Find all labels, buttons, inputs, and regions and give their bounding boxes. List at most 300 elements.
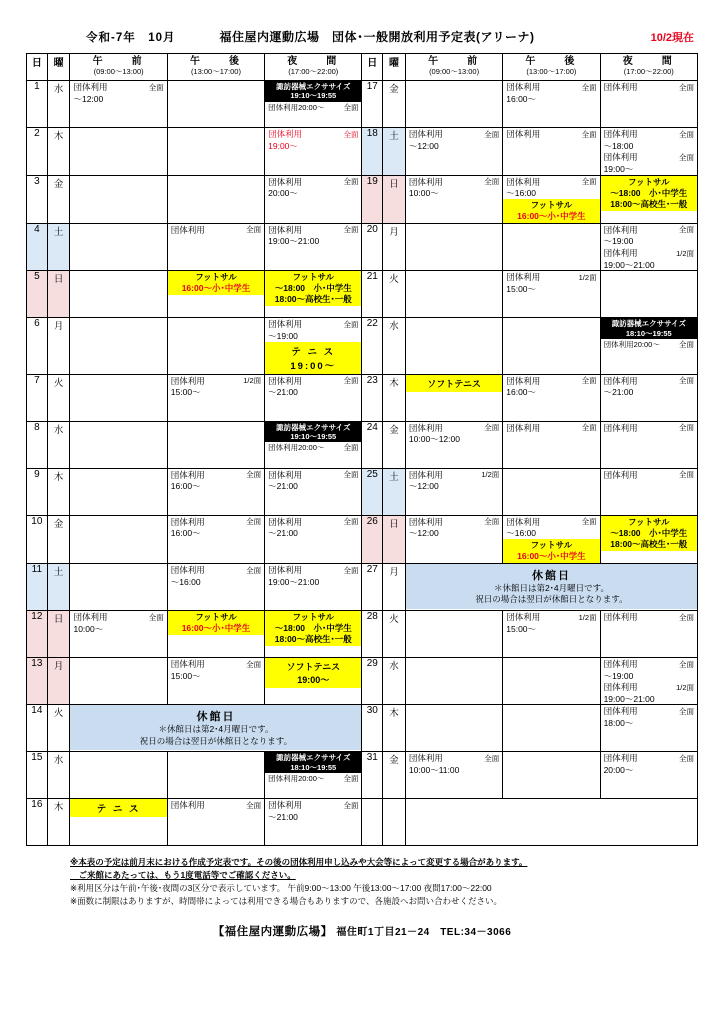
- weekday: 木: [47, 468, 70, 515]
- slot-morning: [405, 468, 502, 515]
- slot-empty: [70, 128, 166, 174]
- slot-content: [168, 516, 264, 562]
- slot-content: [601, 422, 697, 468]
- event-group-use: 団体利用 全面: [170, 564, 262, 575]
- event-group-use: 19:00～21:00: [268, 576, 320, 587]
- slot-morning: [70, 657, 167, 705]
- day-number: 21: [362, 271, 383, 318]
- event-group-use: 団体利用 全面: [408, 516, 500, 527]
- event-group-use: ～21:00: [268, 812, 298, 823]
- slot-empty: [406, 81, 502, 127]
- slot-afternoon: [167, 468, 264, 515]
- slot-content: [168, 611, 264, 657]
- slot-morning: [70, 271, 167, 318]
- slot-content: [265, 752, 361, 798]
- slot-morning: [70, 128, 167, 176]
- slot-night: [265, 175, 362, 223]
- slot-afternoon: [167, 128, 264, 176]
- weekday: 月: [383, 223, 406, 271]
- weekday: 日: [47, 271, 70, 318]
- slot-afternoon: [503, 81, 600, 128]
- slot-morning: [405, 81, 502, 128]
- slot-content: [265, 318, 361, 373]
- slot-afternoon: [167, 563, 264, 610]
- event-group-use: 団体利用 全面: [603, 129, 694, 139]
- slot-morning: [70, 81, 167, 128]
- weekday: 金: [383, 752, 406, 799]
- slot-night: [600, 515, 697, 563]
- event-group-use: 団体利用 全面: [268, 176, 359, 187]
- col-afternoon-left: 午 後 (13:00～17:00): [167, 54, 264, 81]
- event-tennis: テ ニ ス 19:00～: [265, 342, 361, 374]
- table-row: [27, 799, 698, 846]
- event-group-use: 団体利用 全面: [170, 800, 262, 811]
- event-futsal: フットサル ～18:00 小･中学生 18:00～高校生･一般: [601, 176, 697, 211]
- table-row: [27, 128, 698, 176]
- slot-empty: [503, 752, 599, 798]
- event-group-use: 団体利用 全面: [603, 422, 694, 433]
- weekday: 土: [47, 563, 70, 610]
- event-group-use: 団体利用 全面: [73, 611, 164, 622]
- col-day-left: 日: [27, 54, 48, 81]
- event-group-use: 10:00～: [73, 623, 104, 634]
- note-line-4: ※面数に制限はありますが、時間帯によっては利用できる場合もありますので、各施設へお問い合わせください。: [70, 895, 502, 906]
- slot-content: [406, 422, 502, 468]
- slot-morning: [405, 374, 502, 421]
- slot-afternoon: [167, 657, 264, 705]
- slot-night: [600, 223, 697, 271]
- slot-empty: [168, 752, 264, 798]
- event-group-use: 団体利用20:00～ 全面: [268, 102, 359, 112]
- slot-afternoon: [167, 175, 264, 223]
- day-number: 24: [362, 421, 383, 468]
- slot-morning: [405, 223, 502, 271]
- slot-empty: [503, 318, 599, 364]
- day-number: 5: [27, 271, 48, 318]
- day-number: 7: [27, 374, 48, 421]
- slot-content: [601, 318, 697, 364]
- weekday: 日: [383, 175, 406, 223]
- event-group-use: 団体利用 全面: [603, 753, 694, 764]
- event-group-use: ～21:00: [268, 387, 298, 398]
- day-number: 13: [27, 657, 48, 705]
- slot-night: [265, 81, 362, 128]
- slot-afternoon: [503, 657, 600, 705]
- weekday: 金: [383, 421, 406, 468]
- slot-content: [265, 375, 361, 421]
- weekday: 日: [383, 515, 406, 563]
- slot-content: [168, 271, 264, 317]
- event-group-use: 団体利用 全面: [408, 129, 500, 139]
- event-group-use: ～16:00: [506, 528, 537, 539]
- event-group-use: 18:00～: [603, 718, 634, 729]
- event-group-use: 20:00～: [603, 765, 634, 776]
- event-futsal: フットサル 16:00～小･中学生: [503, 199, 599, 223]
- table-row: [27, 421, 698, 468]
- note-line-1: ※本表の予定は前月末における作成予定表です。その後の団体利用申し込みや大会等によって変更する場合があります。: [70, 857, 528, 868]
- day-number: 31: [362, 752, 383, 799]
- slot-morning: [70, 799, 167, 846]
- weekday: 木: [47, 128, 70, 176]
- slot-afternoon: [167, 271, 264, 318]
- slot-morning: [405, 705, 502, 752]
- event-group-use: 団体利用 全面: [268, 375, 359, 386]
- slot-afternoon: [503, 175, 600, 223]
- weekday: 火: [47, 705, 70, 752]
- col-morning-left: 午 前 (09:00～13:00): [70, 54, 167, 81]
- slot-night: [600, 175, 697, 223]
- table-row: [27, 752, 698, 799]
- slot-afternoon: [503, 468, 600, 515]
- table-body: [27, 81, 698, 846]
- event-soft-tennis: ソフトテニス: [406, 375, 502, 392]
- slot-morning: [70, 318, 167, 374]
- slot-empty: [406, 705, 502, 751]
- day-number: 26: [362, 515, 383, 563]
- slot-content: [503, 516, 599, 563]
- event-futsal: フットサル 16:00～小･中学生: [168, 611, 264, 635]
- schedule-table: [26, 53, 698, 846]
- slot-empty: [406, 658, 502, 704]
- slot-content: [70, 81, 166, 127]
- slot-morning: [405, 657, 502, 705]
- event-group-use: 15:00～: [506, 283, 537, 294]
- table-row: [27, 175, 698, 223]
- slot-morning: [405, 128, 502, 176]
- slot-afternoon: [167, 421, 264, 468]
- slot-empty: [168, 422, 264, 468]
- event-group-use: 団体利用 全面: [268, 129, 359, 139]
- weekday: 土: [47, 223, 70, 271]
- table-row: [27, 81, 698, 128]
- weekday: 金: [47, 175, 70, 223]
- slot-empty: [70, 658, 166, 704]
- slot-night: [600, 318, 697, 374]
- slot-empty: [168, 128, 264, 174]
- slot-content: [168, 224, 264, 270]
- slot-empty: [168, 176, 264, 222]
- event-group-use: 19:00～21:00: [268, 236, 320, 247]
- slot-afternoon: [167, 752, 264, 799]
- closed-day-cell: 休館日 ＊休館日は第2･4月曜日です。 祝日の場合は翌日が休館日となります。: [70, 705, 362, 752]
- slot-empty: [406, 224, 502, 270]
- slot-empty: [70, 375, 166, 421]
- slot-empty: [503, 469, 599, 515]
- slot-night: [265, 128, 362, 176]
- slot-empty: [168, 81, 264, 127]
- table-row: [27, 610, 698, 657]
- slot-night: [265, 657, 362, 705]
- table-row: [27, 515, 698, 563]
- slot-night: [265, 752, 362, 799]
- slot-content: [265, 271, 361, 317]
- slot-morning: [70, 563, 167, 610]
- slot-content: [503, 176, 599, 223]
- event-group-use: 団体利用 1/2面: [603, 682, 694, 693]
- event-exercise: 諏訪器械エクササイズ 19:10～19:55: [265, 422, 361, 443]
- event-group-use: 団体利用 全面: [268, 564, 359, 575]
- day-number: 9: [27, 468, 48, 515]
- slot-night: [265, 223, 362, 271]
- slot-night: [600, 128, 697, 176]
- slot-empty: [70, 564, 166, 610]
- event-group-use: ～21:00: [268, 481, 298, 492]
- event-futsal: フットサル ～18:00 小･中学生 18:00～高校生･一般: [265, 611, 361, 646]
- event-group-use: 団体利用 全面: [408, 176, 500, 187]
- slot-content: [601, 658, 697, 705]
- event-group-use: 団体利用 1/2面: [603, 248, 694, 259]
- event-group-use: 16:00～: [170, 528, 201, 539]
- slot-night: [265, 318, 362, 374]
- table-row: [27, 563, 698, 610]
- slot-empty: [70, 752, 166, 798]
- event-group-use: 団体利用 全面: [603, 469, 694, 480]
- slot-empty: [601, 271, 697, 317]
- slot-empty: [503, 705, 599, 751]
- slot-content: [265, 81, 361, 127]
- slot-afternoon: [503, 515, 600, 563]
- slot-content: [503, 271, 599, 317]
- weekday: [383, 799, 406, 846]
- slot-content: [503, 422, 599, 468]
- day-number: 4: [27, 223, 48, 271]
- event-tennis: テ ニ ス: [70, 799, 166, 817]
- day-number: 1: [27, 81, 48, 128]
- event-group-use: 団体利用 全面: [170, 224, 262, 235]
- day-number: 10: [27, 515, 48, 563]
- event-group-use: 団体利用 全面: [170, 658, 262, 669]
- event-group-use: 19:00～21:00: [603, 693, 655, 704]
- slot-content: [265, 176, 361, 222]
- weekday: 木: [47, 799, 70, 846]
- col-week-right: 曜: [383, 54, 406, 81]
- slot-empty: [70, 176, 166, 222]
- slot-afternoon: [167, 799, 264, 846]
- event-futsal: フットサル 16:00～小･中学生: [503, 539, 599, 563]
- event-group-use: 団体利用 全面: [603, 224, 694, 235]
- event-group-use: ～16:00: [170, 576, 201, 587]
- slot-content: [601, 375, 697, 421]
- header-asof: 10/2現在: [650, 32, 694, 44]
- slot-content: [168, 564, 264, 610]
- slot-empty: [70, 224, 166, 270]
- event-group-use: ～12:00: [408, 481, 439, 492]
- event-group-use: 団体利用20:00～ 全面: [268, 774, 359, 784]
- event-group-use: 団体利用 全面: [506, 422, 597, 433]
- slot-empty: [70, 422, 166, 468]
- event-group-use: 団体利用 全面: [603, 82, 694, 92]
- table-row: [27, 705, 698, 752]
- event-group-use: ～19:00: [603, 670, 634, 681]
- header-era: 令和-7年 10月: [86, 32, 176, 44]
- weekday: 木: [383, 705, 406, 752]
- slot-empty: [406, 318, 502, 364]
- slot-morning: [405, 318, 502, 374]
- event-group-use: ～16:00: [506, 188, 537, 199]
- event-group-use: 団体利用 全面: [603, 375, 694, 386]
- event-group-use: 団体利用 1/2面: [408, 469, 500, 480]
- weekday: 月: [383, 563, 406, 610]
- slot-morning: [70, 515, 167, 563]
- slot-night: [600, 271, 697, 318]
- event-group-use: ～21:00: [603, 387, 634, 398]
- day-number: 25: [362, 468, 383, 515]
- slot-afternoon: [503, 610, 600, 657]
- weekday: 木: [383, 374, 406, 421]
- slot-content: [168, 658, 264, 704]
- slot-morning: [405, 271, 502, 318]
- table-row: [27, 468, 698, 515]
- slot-morning: [70, 223, 167, 271]
- slot-morning: [70, 374, 167, 421]
- event-group-use: 団体利用 全面: [408, 753, 500, 764]
- slot-content: [265, 611, 361, 657]
- col-night-left: 夜 間 (17:00～22:00): [265, 54, 362, 81]
- event-group-use: ～12:00: [408, 140, 439, 151]
- slot-night: [265, 374, 362, 421]
- slot-morning: [70, 175, 167, 223]
- day-number: 30: [362, 705, 383, 752]
- slot-content: [601, 469, 697, 515]
- event-exercise: 諏訪器械エクササイズ 19:10～19:55: [265, 81, 361, 102]
- event-group-use: 団体利用 全面: [268, 319, 359, 330]
- weekday: 火: [383, 271, 406, 318]
- facility-name: 【福住屋内運動広場】: [212, 926, 333, 939]
- event-group-use: 団体利用 全面: [268, 224, 359, 235]
- slot-empty: [70, 516, 166, 562]
- event-group-use: 団体利用 全面: [268, 800, 359, 811]
- slot-content: [601, 752, 697, 798]
- slot-night: [265, 610, 362, 657]
- col-afternoon-right: 午 後 (13:00～17:00): [503, 54, 600, 81]
- event-group-use: 団体利用20:00～ 全面: [268, 443, 359, 453]
- note-line-2: ご来館にあたっては、もう1度電話等でご確認ください。: [70, 870, 296, 881]
- day-number: 20: [362, 223, 383, 271]
- day-number: 27: [362, 563, 383, 610]
- closed-day-cell: 休館日 ＊休館日は第2･4月曜日です。 祝日の場合は翌日が休館日となります。: [405, 563, 697, 610]
- day-number: 23: [362, 374, 383, 421]
- event-group-use: 団体利用 1/2面: [506, 611, 597, 622]
- footer: [26, 923, 698, 939]
- table-row: [27, 318, 698, 374]
- day-number: 22: [362, 318, 383, 374]
- day-number: 11: [27, 563, 48, 610]
- event-futsal: フットサル ～18:00 小･中学生 18:00～高校生･一般: [265, 271, 361, 306]
- event-group-use: 団体利用 全面: [268, 516, 359, 527]
- slot-content: [503, 81, 599, 127]
- event-group-use: ～21:00: [268, 528, 298, 539]
- facility-address: 福住町1丁目21－24 TEL:34－3066: [336, 927, 512, 939]
- slot-empty: [168, 318, 264, 364]
- event-group-use: ～19:00: [603, 236, 634, 247]
- event-group-use: 団体利用 全面: [506, 176, 597, 187]
- table-header: [27, 54, 698, 81]
- slot-morning: [405, 175, 502, 223]
- event-group-use: 10:00～: [408, 188, 439, 199]
- slot-afternoon: [503, 223, 600, 271]
- slot-night: [600, 752, 697, 799]
- day-number: 28: [362, 610, 383, 657]
- day-number: 8: [27, 421, 48, 468]
- day-number: 29: [362, 657, 383, 705]
- slot-morning: [70, 752, 167, 799]
- event-group-use: 団体利用 全面: [170, 516, 262, 527]
- day-number: 2: [27, 128, 48, 176]
- event-group-use: 団体利用 全面: [170, 469, 262, 480]
- weekday: 日: [47, 610, 70, 657]
- slot-empty: [406, 611, 502, 657]
- slot-content: [265, 469, 361, 515]
- slot-empty: [70, 318, 166, 364]
- slot-afternoon: [167, 81, 264, 128]
- event-group-use: 団体利用20:00～ 全面: [603, 340, 694, 350]
- slot-afternoon: [503, 318, 600, 374]
- day-number: 12: [27, 610, 48, 657]
- slot-content: [601, 176, 697, 222]
- day-number: 19: [362, 175, 383, 223]
- weekday: 月: [47, 318, 70, 374]
- event-group-use: 16:00～: [506, 387, 537, 398]
- slot-afternoon: [167, 515, 264, 563]
- slot-night: [265, 271, 362, 318]
- weekday: 金: [47, 515, 70, 563]
- slot-afternoon: [503, 271, 600, 318]
- event-group-use: 10:00～11:00: [408, 765, 460, 776]
- slot-content: [265, 422, 361, 468]
- col-night-right: 夜 間 (17:00～22:00): [600, 54, 697, 81]
- slot-content: [265, 658, 361, 704]
- slot-content: [406, 469, 502, 515]
- event-group-use: 団体利用 1/2面: [506, 272, 597, 283]
- event-group-use: 15:00～: [170, 670, 201, 681]
- table-row: [27, 223, 698, 271]
- slot-content: [406, 752, 502, 798]
- event-group-use: 団体利用 1/2面: [170, 375, 262, 386]
- slot-morning: [405, 421, 502, 468]
- slot-content: [503, 611, 599, 657]
- event-group-use: 16:00～: [170, 481, 201, 492]
- day-number: 3: [27, 175, 48, 223]
- slot-night: [600, 468, 697, 515]
- event-futsal: フットサル 16:00～小･中学生: [168, 271, 264, 295]
- event-group-use: 15:00～: [506, 623, 537, 634]
- slot-afternoon: [503, 128, 600, 176]
- slot-content: [406, 176, 502, 222]
- slot-night: [265, 799, 362, 846]
- table-row: [27, 374, 698, 421]
- event-group-use: 15:00～: [170, 387, 201, 398]
- weekday: 水: [383, 657, 406, 705]
- slot-night: [265, 515, 362, 563]
- slot-content: [601, 516, 697, 562]
- slot-night: [265, 563, 362, 610]
- day-number: 18: [362, 128, 383, 176]
- slot-content: [70, 611, 166, 657]
- weekday: 月: [47, 657, 70, 705]
- slot-content: [168, 799, 264, 845]
- slot-night: [265, 468, 362, 515]
- weekday: 火: [47, 374, 70, 421]
- slot-content: [601, 705, 697, 751]
- weekday: 水: [47, 421, 70, 468]
- slot-empty: [503, 658, 599, 704]
- weekday: 金: [383, 81, 406, 128]
- weekday: 水: [47, 81, 70, 128]
- event-exercise: 諏訪器械エクササイズ 18:10～19:55: [601, 318, 697, 339]
- slot-morning: [70, 468, 167, 515]
- slot-content: [601, 224, 697, 271]
- slot-afternoon: [503, 374, 600, 421]
